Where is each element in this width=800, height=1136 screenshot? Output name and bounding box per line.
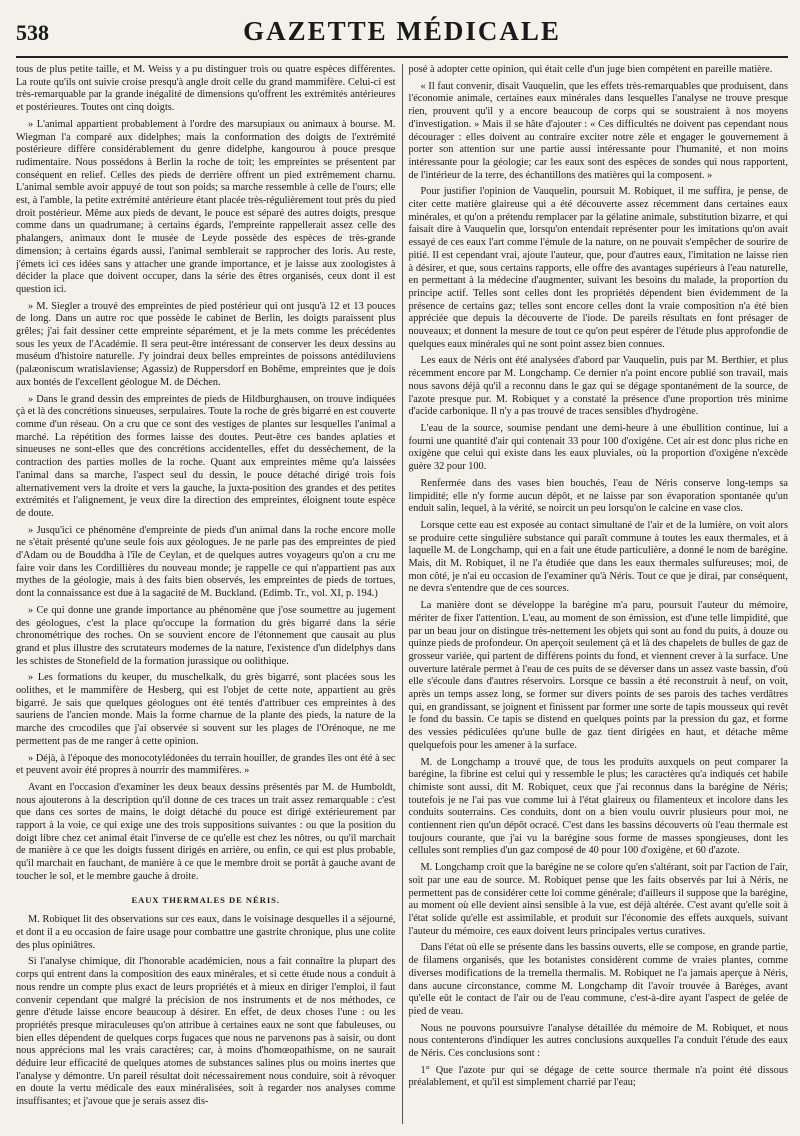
section-title: EAUX THERMALES DE NÉRIS. [131, 894, 281, 905]
paragraph: » Dans le grand dessin des empreintes de pieds de Hildburghausen, on trouve indiquées çà et là des concrétions sinueuses, serpulaires. Toute la roche de grès bigarré en est couverte comme d'un réseau. On a cru que ce sont des vestiges de plantes sur lesquelles l'animal a marché. La répétition des formes laisse des doutes. Peut-être ces bandes aplaties et sinueuses ne sont-elles que des concrétions accidentelles, effet du dessèchement, de la contraction des parties molles de la roche. Quant aux empreintes même qu'a laissées l'animal dans sa marche, l'aspect seul du dessin, le pouce détaché dirigé trois fois alternativement vers la droite et vers la gauche, la juxta-position des grandes et des petites extrémités et l'alignement, je veux dire la direction des empreintes, éloignent toute espèce de doute. [16, 393, 396, 519]
paragraph: Pour justifier l'opinion de Vauquelin, poursuit M. Robiquet, il me suffira, je pense, de citer cette matière glaireuse qui a été découverte assez récemment dans certaines eaux minérales, et qu'on a prétendu remplacer par la gélatine animale, substitution bizarre, et qui faisait dire à Vauquelin que, lorsqu'on entendait représenter pour les imitations qu'on avait essayé de ces eaux l'art comme l'émule de la nature, on ne pouvait s'empêcher de sourire de pitié. Il est cependant vrai, ajoute l'auteur, que, pour d'autres eaux, l'imitation ne laisse rien à désirer, et que, sous certains rapports, elle offre des avantages supérieurs à l'eau naturelle, en permettant à la médecine d'augmenter, suivant les besoins du malade, la proportion du principe actif. Telles sont celles dont les propriétés dépendent bien évidemment de la présence de certains gaz; telles sont encore celles dont la vraie composition n'a été bien appréciée que depuis la découverte de l'iode. De pareils résultats en font présager de nouveaux; et donnent la mesure de tout ce qu'on peut espérer de l'étude plus approfondie de quelques eaux minérales qui ne sont point assez bien connues. [408, 186, 788, 350]
paragraph: M. Longchamp croit que la barégine ne se colore qu'en s'altérant, soit par l'action de l'air, soit par une eau de source. M. Robiquet pense que les faits observés par lui à Néris, ne permettent pas de considérer cette loi comme générale; d'ailleurs il suppose que la barégine, au moment où elle devient ainsi sensible à la vue, est déjà altérée. C'est avant qu'elle soit à l'état solide qu'elle est assimilable, et produit sur l'économie des effets auxquels, suivant l'auteur du mémoire, ces eaux doivent leurs principales vertus curatives. [408, 862, 788, 937]
text-columns [16, 64, 788, 1124]
journal-title: GAZETTE MÉDICALE [243, 16, 561, 46]
paragraph: M. de Longchamp a trouvé que, de tous les produits auxquels on peut comparer la barégine, la fibrine est celui qui y ressemble le plus; les caractères qu'a indiqués cet habile chimiste sont aussi, dit M. Robiquet, ceux que j'ai reconnus dans la barégine de Néris; toutefois je ne l'ai pas vue comme lui à l'état glaireux ou filamenteux et incolore dans les conduits souterrains. Ces conduits, dont on a bien voulu ouvrir plusieurs pour moi, ne contiennent rien qu'un dépôt ocracé. C'est dans les bassins découverts où l'eau thermale est toujours courante, que j'ai vu la barégine sous forme de masses spongieuses, dont les cellules sont remplies d'un gaz composé de 40 pour 100 d'oxigène, et 60 d'azote. [408, 756, 788, 857]
paragraph: « Il faut convenir, disait Vauquelin, que les effets très-remarquables que produisent, dans l'économie animale, certaines eaux minérales dans lesquelles l'analyse ne trouve presque rien, prouvent qu'il y a encore beaucoup de corps qui se soustraient à nos moyens d'investigation. » Mais il se hâte d'ajouter : « Ces difficultés ne doivent pas cependant nous décourager : elles doivent au contraire exciter notre zèle et engager le gouvernement à porter son attention sur une partie aussi intéressante pour l'humanité, et non moins intéressante pour la géologie; car les eaux sont des espèces de sondes qui nous rapportent, de l'intérieur de la terre, des échantillons des matières qui la composent. » [408, 80, 788, 181]
newspaper-page [16, 16, 788, 1128]
paragraph: posé à adopter cette opinion, qui était celle d'un juge bien compétent en pareille matière. [408, 64, 773, 75]
paragraph: Lorsque cette eau est exposée au contact simultané de l'air et de la lumière, on voit alors se produire cette singulière substance qui paraît commune à toutes les eaux thermales, et à laquelle M. de Longchamp, qui en a fait une étude particulière, a donné le nom de barégine. Mais, dit M. Robiquet, il ne l'a étudiée que dans les eaux thermales sulfureuses; moi, de mon côté, je n'ai eu occasion de l'examiner qu'à Néris. Tout ce que je dirai, par conséquent, ne devra s'entendre que de ces sources. [408, 519, 788, 595]
paragraph: Les eaux de Néris ont été analysées d'abord par Vauquelin, puis par M. Berthier, et plus récemment encore par M. Longchamp. Ce dernier n'a point encore publié son travail, mais nous savons déjà qu'il a reconnu dans le gaz qui se dégage spontanément de la source, de l'azote presque pur. M. Robiquet y a constaté la présence d'une proportion très minime d'acide carbonique. Il n'y a pas trouvé de traces sensibles d'hydrogène. [408, 355, 788, 418]
paragraph: Si l'analyse chimique, dit l'honorable académicien, nous a fait connaître la plupart des corps qui entrent dans la composition des eaux minérales, et si cette étude nous a conduit à nous rendre un compte plus exact de leurs propriétés et à mieux en diriger l'emploi, il faut convenir cependant que malgré la précision de nos instruments et de nos méthodes, ce genre d'étude laisse encore beaucoup à désirer. En effet, de deux choses l'une : ou les propriétés presque miraculeuses qu'on attribue à certaines eaux ne sont que fabuleuses, ou bien elles dépendent de quelques corps fugaces que nous ne parvenons pas à saisir, ou dont nous apprécions mal les vrais caractères; car, à moins d'homœopathisme, on ne saurait déduire leur efficacité de quelques atomes de substances salines plus ou moins inertes que l'analyse y démontre. Un pareil résultat doit nécessairement nous conduire, soit à révoquer en doute la vertu médicale des eaux minéralisées, soit à regarder nos analyses comme insuffisantes; et j'avoue que je serais assez dis- [16, 956, 396, 1108]
paragraph: Avant en l'occasion d'examiner les deux beaux dessins présentés par M. de Humboldt, nous ajouterons à la description qu'il donne de ces traces un trait assez remarquable : c'est que dans ces sortes de mains, le doigt détaché du pouce est dirigé extérieurement par rapport à la voie, ce qui exige une des trois suppositions suivantes : ou que la position du doigt libre chez cet animal était l'inverse de ce qu'elle est chez les nôtres, ou qu'il marchait de manière à ce que les doigts fussent dirigés en arrière, ou enfin, ce qui est plus probable, qu'il marchait en fauchant, de manière à ce que le membre droit se portât à gauche avant de toucher le sol, et le membre gauche à droite. [16, 781, 396, 882]
paragraph: tous de plus petite taille, et M. Weiss y a pu distinguer trois ou quatre espèces différentes. La route qu'ils ont suivie croise presqu'à angle droit celle du grand mammifère. Celui-ci est très-remarquable par la grande inégalité de dimensions qu'offrent les extrémités antérieures et postérieures. Toutes ont cinq doigts. [16, 64, 396, 114]
paragraph: » Jusqu'ici ce phénomène d'empreinte de pieds d'un animal dans la roche encore molle ne s'était présenté qu'une seule fois aux géologues. Je ne parle pas des empreintes de pied d'Adam ou de Bouddha à l'île de Ceylan, et de quelques autres voyageurs qu'on a cru me faire voir dans les Cordillières du nouveau monde; je rappelle ce qui n'appartient pas aux mythes de la géologie, mais à des faits bien observés, les empreintes de pieds de tortues, dont la connaissance est due à la sagacité de M. Buckland. (Edimb. Tr., vol. XI, p. 194.) [16, 524, 396, 600]
paragraph: Dans l'état où elle se présente dans les bassins ouverts, elle se compose, en grande partie, de filamens organisés, que les botanistes considèrent comme de vraies plantes, comme diverses modifications de la tremella thermalis. M. Robiquet ne l'a jamais aperçue à Néris, dans aucune circonstance, comme M. Longchamp dit l'avoir trouvée à Barèges, avant qu'elle eût le contact de l'air ou de l'eau commune, c'est-à-dire ayant l'aspect de gelée de pied de veau. [408, 942, 788, 1017]
paragraph: » Déjà, à l'époque des monocotylédonées du terrain houiller, de grandes îles ont été à sec et peuvent avoir été propres à nourrir des mammifères. » [16, 752, 396, 777]
paragraph: » M. Siegler a trouvé des empreintes de pied postérieur qui ont jusqu'à 12 et 13 pouces de long. Dans un autre roc que possède le cabinet de Berlin, les doigts paraissent plus grêles; j'ai fait dessiner cette empreinte séparément, et je la mets comme les précédentes sous les yeux de l'Académie. Il sera peut-être intéressant de conserver les deux dessins au muséum d'histoire naturelle. J'y joindrai deux belles empreintes de poissons antédiluviens (palæoniscum wratislaviense; Agassiz) de Ruppersdorf en Bohême, empreintes que je dois aux bontés de l'excellent géologue M. de Déchen. [16, 300, 396, 388]
page-header [16, 16, 788, 58]
paragraph: L'eau de la source, soumise pendant une demi-heure à une ébullition continue, lui a fourni une quantité d'air qui contenait 33 pour 100 d'oxigène. Cet air est donc plus riche en oxigène que celui qui existe dans les eaux pluviales, où la proportion d'oxigène n'excède guère 32 pour 100. [408, 422, 788, 473]
paragraph: » Les formations du keuper, du muschelkalk, du grès bigarré, sont placées sous les oolithes, et le mammifère de Hesberg, qui est l'objet de cette note, appartient au grès bigarré. Je sais que quelques géologues ont été tentés d'attribuer ces empreintes à des sauriens de l'ancien monde. Mais la forme charnue de la plante des pieds, la nature de la marche des crocodiles que j'ai observée si souvent sur les plages de l'Orénoque, ne me permettent pas de me ranger à cette opinion. [16, 672, 396, 747]
paragraph: » L'animal appartient probablement à l'ordre des marsupiaux ou animaux à bourse. M. Wiegman l'a comparé aux didelphes; mais la conformation des doigts de l'extrémité postérieure diffère considérablement du genre didelphe, kangourou à pouce presque rudimentaire. Nous possédons à Berlin la roche de toit; les empreintes se présentent par conséquent en relief. Celles des pieds de derrière offrent un pied extrêmement charnu. L'animal semble avoir appuyé de tout son poids; sa marche ressemble à celle de l'ours; elle est, à l'amble, la petite extrémité antérieure étant placée très-régulièrement tout près du pied droit postérieur. Même aux pieds de devant, le pouce est séparé des autres doigts, presque comme dans un quadrumane; à certains égards, l'empreinte rappellerait assez celle des phalangers, animaux dont le musée de Leyde possède des espèces de très-grande dimension; à certains égards aussi, l'animal semblerait se rapprocher des loris. Au reste, j'émets ici ces idées sans y attacher une grande importance, et je laisse aux zoologistes à décider la place que doivent occuper, dans la série des êtres organisés, ceux dont il est question ici. [16, 118, 396, 295]
paragraph: » Ce qui donne une grande importance au phénomène que j'ose soumettre au jugement des géologues, c'est la place qu'occupe la formation du grès bigarré dans la série chronométrique des roches. On se souvient encore de l'étonnement que causait au plus grand et plus illustre des scrutateurs modernes de la nature, l'existence d'un didelphys dans les schistes de Stonefield de la formation jurassique ou oolithique. [16, 604, 396, 667]
left-column [16, 64, 402, 1124]
paragraph: M. Robiquet lit des observations sur ces eaux, dans le voisinage desquelles il a séjourné, et dont il a eu occasion de faire usage pour combattre une gastrite chronique, plus une colite des plus opiniâtres. [16, 914, 396, 951]
paragraph: Renfermée dans des vases bien bouchés, l'eau de Néris conserve long-temps sa limpidité; elle n'y forme aucun dépôt, et ne laisse par son évaporation spontanée qu'un enduit salin, lequel, à la vérité, se noircit un peu lorsqu'on le calcine en vase clos. [408, 477, 788, 515]
paragraph: La manière dont se développe la barégine m'a paru, poursuit l'auteur du mémoire, mériter de fixer l'attention. L'eau, au moment de son émission, est d'une telle limpidité, que par un beau jour on distingue très-nettement les objets qui sont au fond du puits, à douze ou quinze pieds de profondeur. On aperçoit seulement çà et là des chapelets de bulles de gaz de grosseur variée, qui partent de différens points du fond, et viennent crever à la surface. Une ouverture latérale permet à l'eau de ces puits de se déverser dans un assez vaste bassin, d'où elle s'écoule dans d'autres réservoirs. Lorsque ce bassin a été reconstruit à neuf, on voit, après un temps assez long, se former sur divers points de ses parois des taches verdâtres qui, en grandissant, se joignent et finissent par former une sorte de tapis mousseux qui revêt le fond du bassin. Ce tapis se distend en quelques points par la pression du gaz, et forme des vessies pédiculées qu'une bulle de gaz tient dirigées en haut, et détache même quelquefois pour les amener à la surface. [408, 600, 788, 751]
paragraph: Nous ne pouvons poursuivre l'analyse détaillée du mémoire de M. Robiquet, et nous nous contenterons d'indiquer les autres conclusions auxquelles l'a conduit l'étude des eaux de Néris. Ces conclusions sont : [408, 1022, 788, 1060]
page-number: 538 [16, 20, 49, 45]
right-column [402, 64, 789, 1124]
paragraph: 1° Que l'azote pur qui se dégage de cette source thermale n'a point été dissous préalablement, et qu'il est simplement charrié par l'eau; [408, 1064, 788, 1089]
